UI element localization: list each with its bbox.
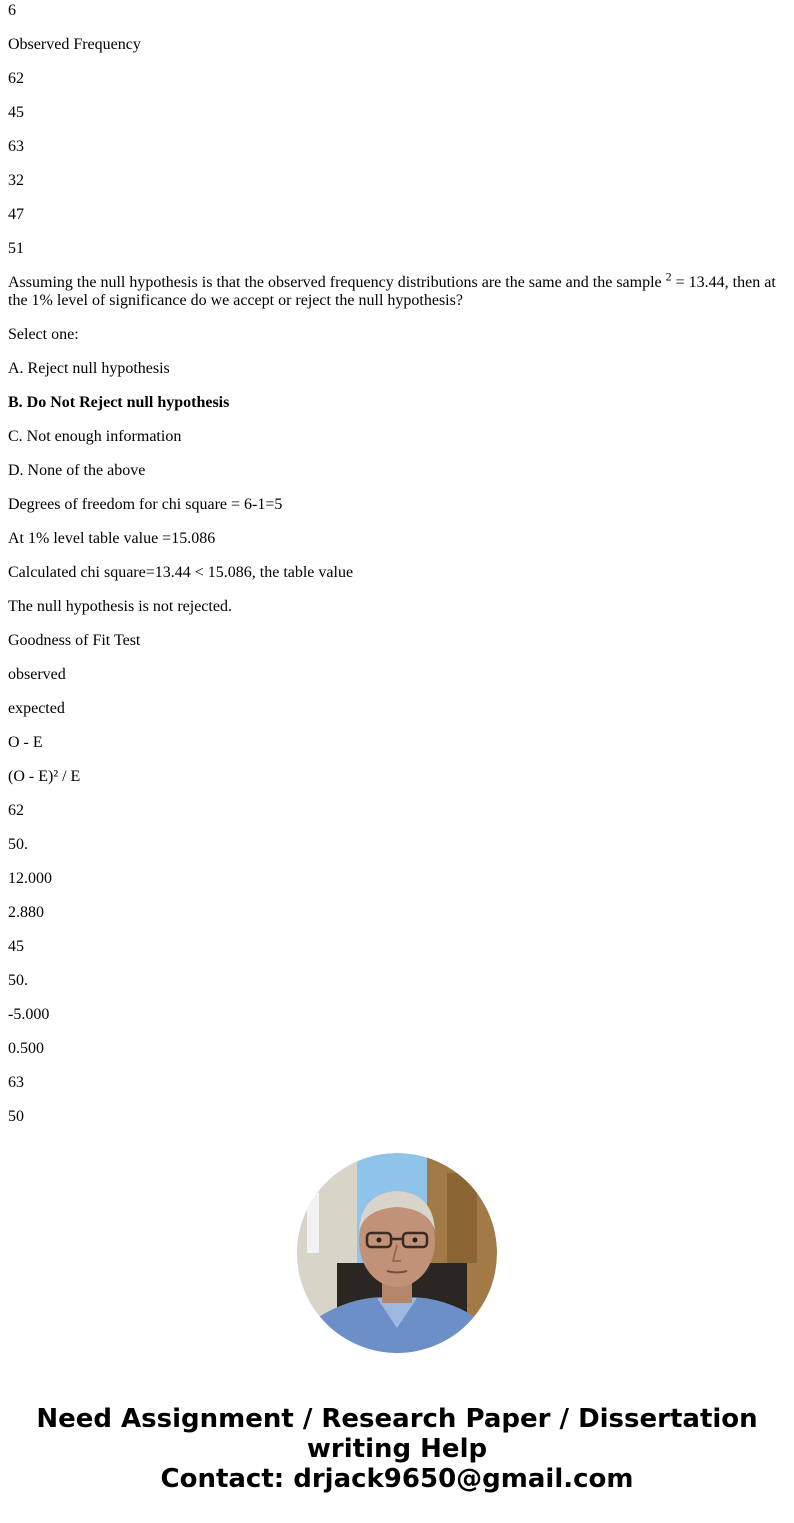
text-line: 62: [8, 70, 24, 87]
solution-line: Degrees of freedom for chi square = 6-1=5: [8, 496, 283, 513]
solution-line: O - E: [8, 734, 43, 751]
question-text: [8, 269, 786, 310]
text-line: 47: [8, 206, 24, 223]
avatar-photo: [297, 1153, 497, 1353]
solution-line: (O - E)² / E: [8, 768, 81, 785]
solution-line: 12.000: [8, 870, 52, 887]
solution-line: 50.: [8, 836, 28, 853]
question-superscript: 2: [665, 269, 672, 284]
solution-line: expected: [8, 700, 65, 717]
solution-line: 62: [8, 802, 24, 819]
question-part: Assuming the null hypothesis is that the observed frequency distributions are the same and the sample: [8, 274, 666, 291]
banner-line: writing Help: [306, 1434, 488, 1464]
solution-line: -5.000: [8, 1006, 50, 1023]
text-line: 32: [8, 172, 24, 189]
solution-line: 50: [8, 1108, 24, 1122]
document-body: [8, 0, 786, 1122]
contact-banner: [0, 1404, 794, 1494]
avatar: [297, 1153, 497, 1353]
banner-line: Need Assignment / Research Paper / Dissertation: [36, 1404, 758, 1434]
text-line: 45: [8, 104, 24, 121]
solution-line: Goodness of Fit Test: [8, 632, 141, 649]
text-line: 6: [8, 2, 16, 19]
solution-line: 50.: [8, 972, 28, 989]
option-d: D. None of the above: [8, 462, 146, 479]
text-line: 51: [8, 240, 24, 257]
solution-line: observed: [8, 666, 66, 683]
banner-contact: Contact: drjack9650@gmail.com: [160, 1464, 634, 1494]
text-line: 63: [8, 138, 24, 155]
solution-line: The null hypothesis is not rejected.: [8, 598, 232, 615]
select-label: Select one:: [8, 326, 79, 343]
solution-line: 63: [8, 1074, 24, 1091]
text-line: Observed Frequency: [8, 36, 141, 53]
question-part: = 13.44, then at the 1% level of significance do we accept or reject the null hypothesis?: [8, 274, 776, 309]
solution-line: 2.880: [8, 904, 44, 921]
solution-line: Calculated chi square=13.44 < 15.086, the table value: [8, 564, 354, 581]
option-b: B. Do Not Reject null hypothesis: [8, 394, 230, 411]
option-a: A. Reject null hypothesis: [8, 360, 170, 377]
solution-line: 45: [8, 938, 24, 955]
option-c: C. Not enough information: [8, 428, 182, 445]
solution-line: 0.500: [8, 1040, 44, 1057]
solution-line: At 1% level table value =15.086: [8, 530, 216, 547]
